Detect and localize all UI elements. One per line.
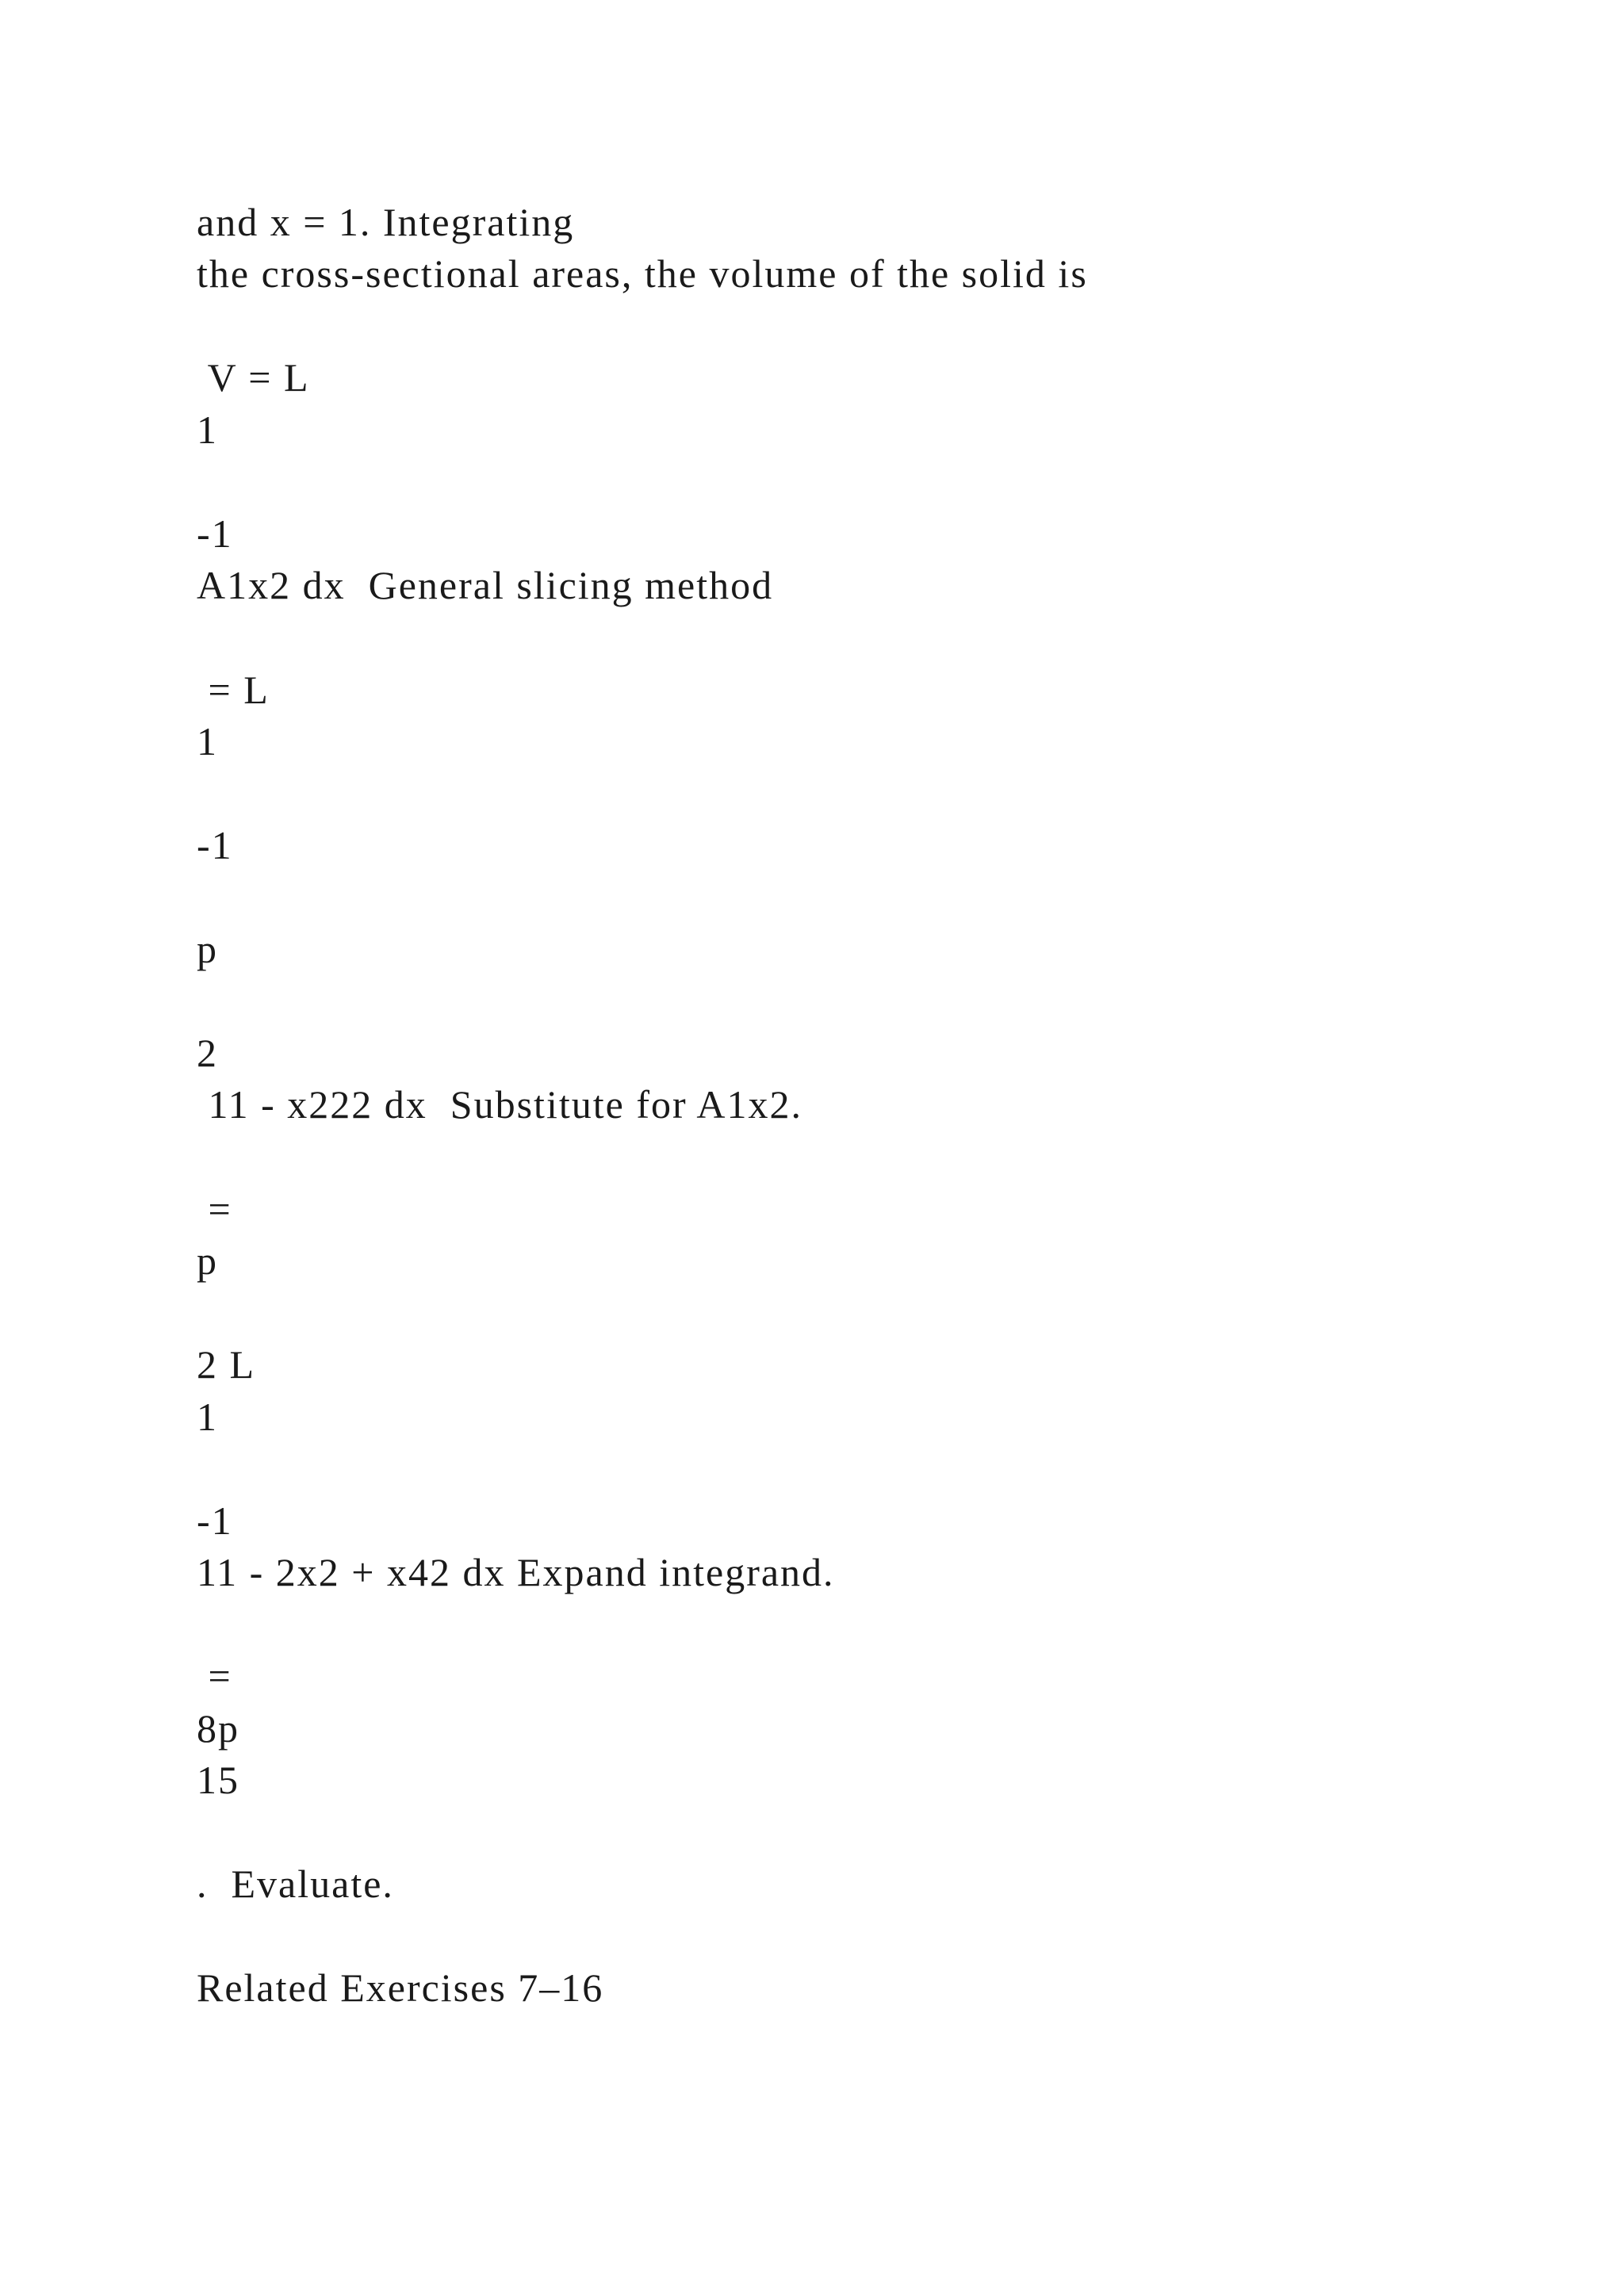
text-line: -1 <box>197 511 233 556</box>
text-line: p <box>197 1238 218 1283</box>
text-line: 1 <box>197 1395 218 1439</box>
text-line: V = L <box>197 355 310 400</box>
text-line: 1 <box>197 719 218 763</box>
text-line: 15 <box>197 1758 239 1802</box>
text-line: 2 <box>197 1031 218 1075</box>
text-line: p <box>197 927 218 971</box>
text-line: -1 <box>197 823 233 867</box>
text-line: A1x2 dx General slicing method <box>197 563 774 607</box>
text-line: = <box>197 1654 232 1698</box>
text-line: 2 L <box>197 1342 256 1387</box>
text-line: 1 <box>197 408 218 452</box>
text-line: -1 <box>197 1498 233 1543</box>
text-line: = <box>197 1187 232 1231</box>
text-line: = L <box>197 668 270 712</box>
text-line: 8p <box>197 1706 239 1751</box>
text-line: and x = 1. Integrating <box>197 200 575 244</box>
text-line: 11 - x222 dx Substitute for A1x2. <box>197 1082 802 1127</box>
text-line: . Evaluate. <box>197 1862 394 1906</box>
text-line: the cross-sectional areas, the volume of the solid is <box>197 251 1088 296</box>
text-line: Related Exercises 7–16 <box>197 1965 604 2010</box>
text-line: 11 - 2x2 + x42 dx Expand integrand. <box>197 1550 835 1594</box>
